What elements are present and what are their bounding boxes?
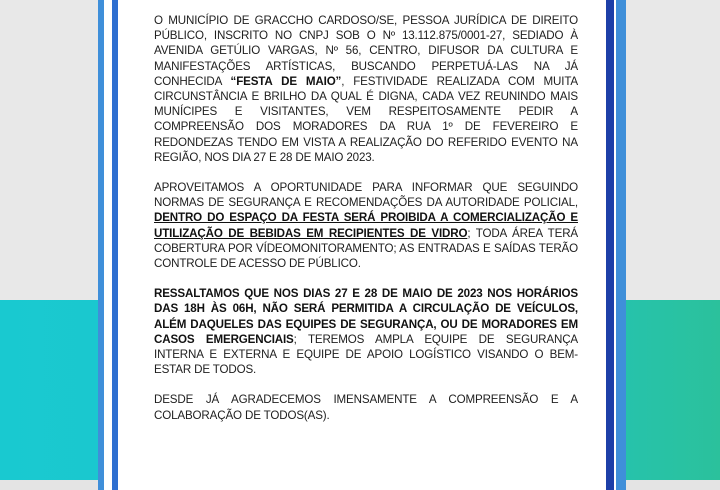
paragraph-traffic bbox=[154, 286, 578, 377]
paragraph-thanks: DESDE JÁ AGRADECEMOS IMENSAMENTE A COMPREENSÃO E A COLABORAÇÃO DE TODOS(AS). bbox=[154, 393, 578, 422]
notice-text bbox=[154, 13, 578, 423]
paragraph-intro bbox=[154, 13, 578, 165]
document-frame-left-stripe bbox=[112, 0, 118, 490]
paragraph-security-rest: ; TODA ÁREA TERÁ COBERTURA POR VÍDEOMONITORAMENTO; AS ENTRADAS E SAÍDAS TERÃO CONTROLE DE ACESSO DE PÚBLICO. bbox=[154, 226, 578, 271]
document-frame-right-stripe bbox=[606, 0, 614, 490]
glass-ban-notice: DENTRO DO ESPAÇO DA FESTA SERÁ PROIBIDA A COMERCIALIZAÇÃO E UTILIZAÇÃO DE BEBIDAS EM RECIPIENTES DE VIDRO bbox=[154, 211, 578, 240]
paragraph-security bbox=[154, 180, 578, 271]
paragraph-intro-start: O MUNICÍPIO DE GRACCHO CARDOSO/SE, PESSOA JURÍDICA DE DIREITO PÚBLICO, INSCRITO NO CNPJ SOB O Nº 13.112.875/0001-27, SEDIADO À AVENIDA GETÚLIO VARGAS, Nº 56, CENTRO, DIFUSOR DA CULTURA E MANIFESTAÇÕES ARTÍSTICAS, BUSCANDO PERPETUÁ-LAS NA JÁ CONHECIDA bbox=[154, 14, 578, 88]
festival-name: “FESTA DE MAIO” bbox=[230, 74, 342, 88]
traffic-restriction-notice: RESSALTAMOS QUE NOS DIAS 27 E 28 DE MAIO DE 2023 NOS HORÁRIOS DAS 18H ÀS 06H, NÃO SERÁ PERMITIDA A CIRCULAÇÃO DE VEÍCULOS, ALÉM DAQUELES DAS EQUIPES DE SEGURANÇA, OU DE MORADORES EM CASOS EMERGENCIAIS bbox=[154, 287, 578, 346]
paragraph-traffic-rest: ; TEREMOS AMPLA EQUIPE DE SEGURANÇA INTERNA E EXTERNA E EQUIPE DE APOIO LOGÍSTICO VISANDO O BEM-ESTAR DE TODOS. bbox=[154, 332, 579, 377]
paragraph-security-start: APROVEITAMOS A OPORTUNIDADE PARA INFORMAR QUE SEGUINDO NORMAS DE SEGURANÇA E RECOMENDAÇÕES DA AUTORIDADE POLICIAL, bbox=[154, 181, 578, 210]
paragraph-intro-rest: , FESTIVIDADE REALIZADA COM MUITA CIRCUNSTÂNCIA E BRILHO DA QUAL É DIGNA, CADA VEZ REUNINDO MAIS MUNÍCIPES E VISITANTES, VEM RESPEITOSAMENTE PEDIR A COMPREENSÃO DOS MORADORES DA RUA 1º DE FEVEREIRO E REDONDEZAS TENDO EM VISTA A REALIZAÇÃO DO REFERIDO EVENTO NA REGIÃO, NOS DIA 27 E 28 DE MAIO 2023. bbox=[154, 74, 579, 164]
